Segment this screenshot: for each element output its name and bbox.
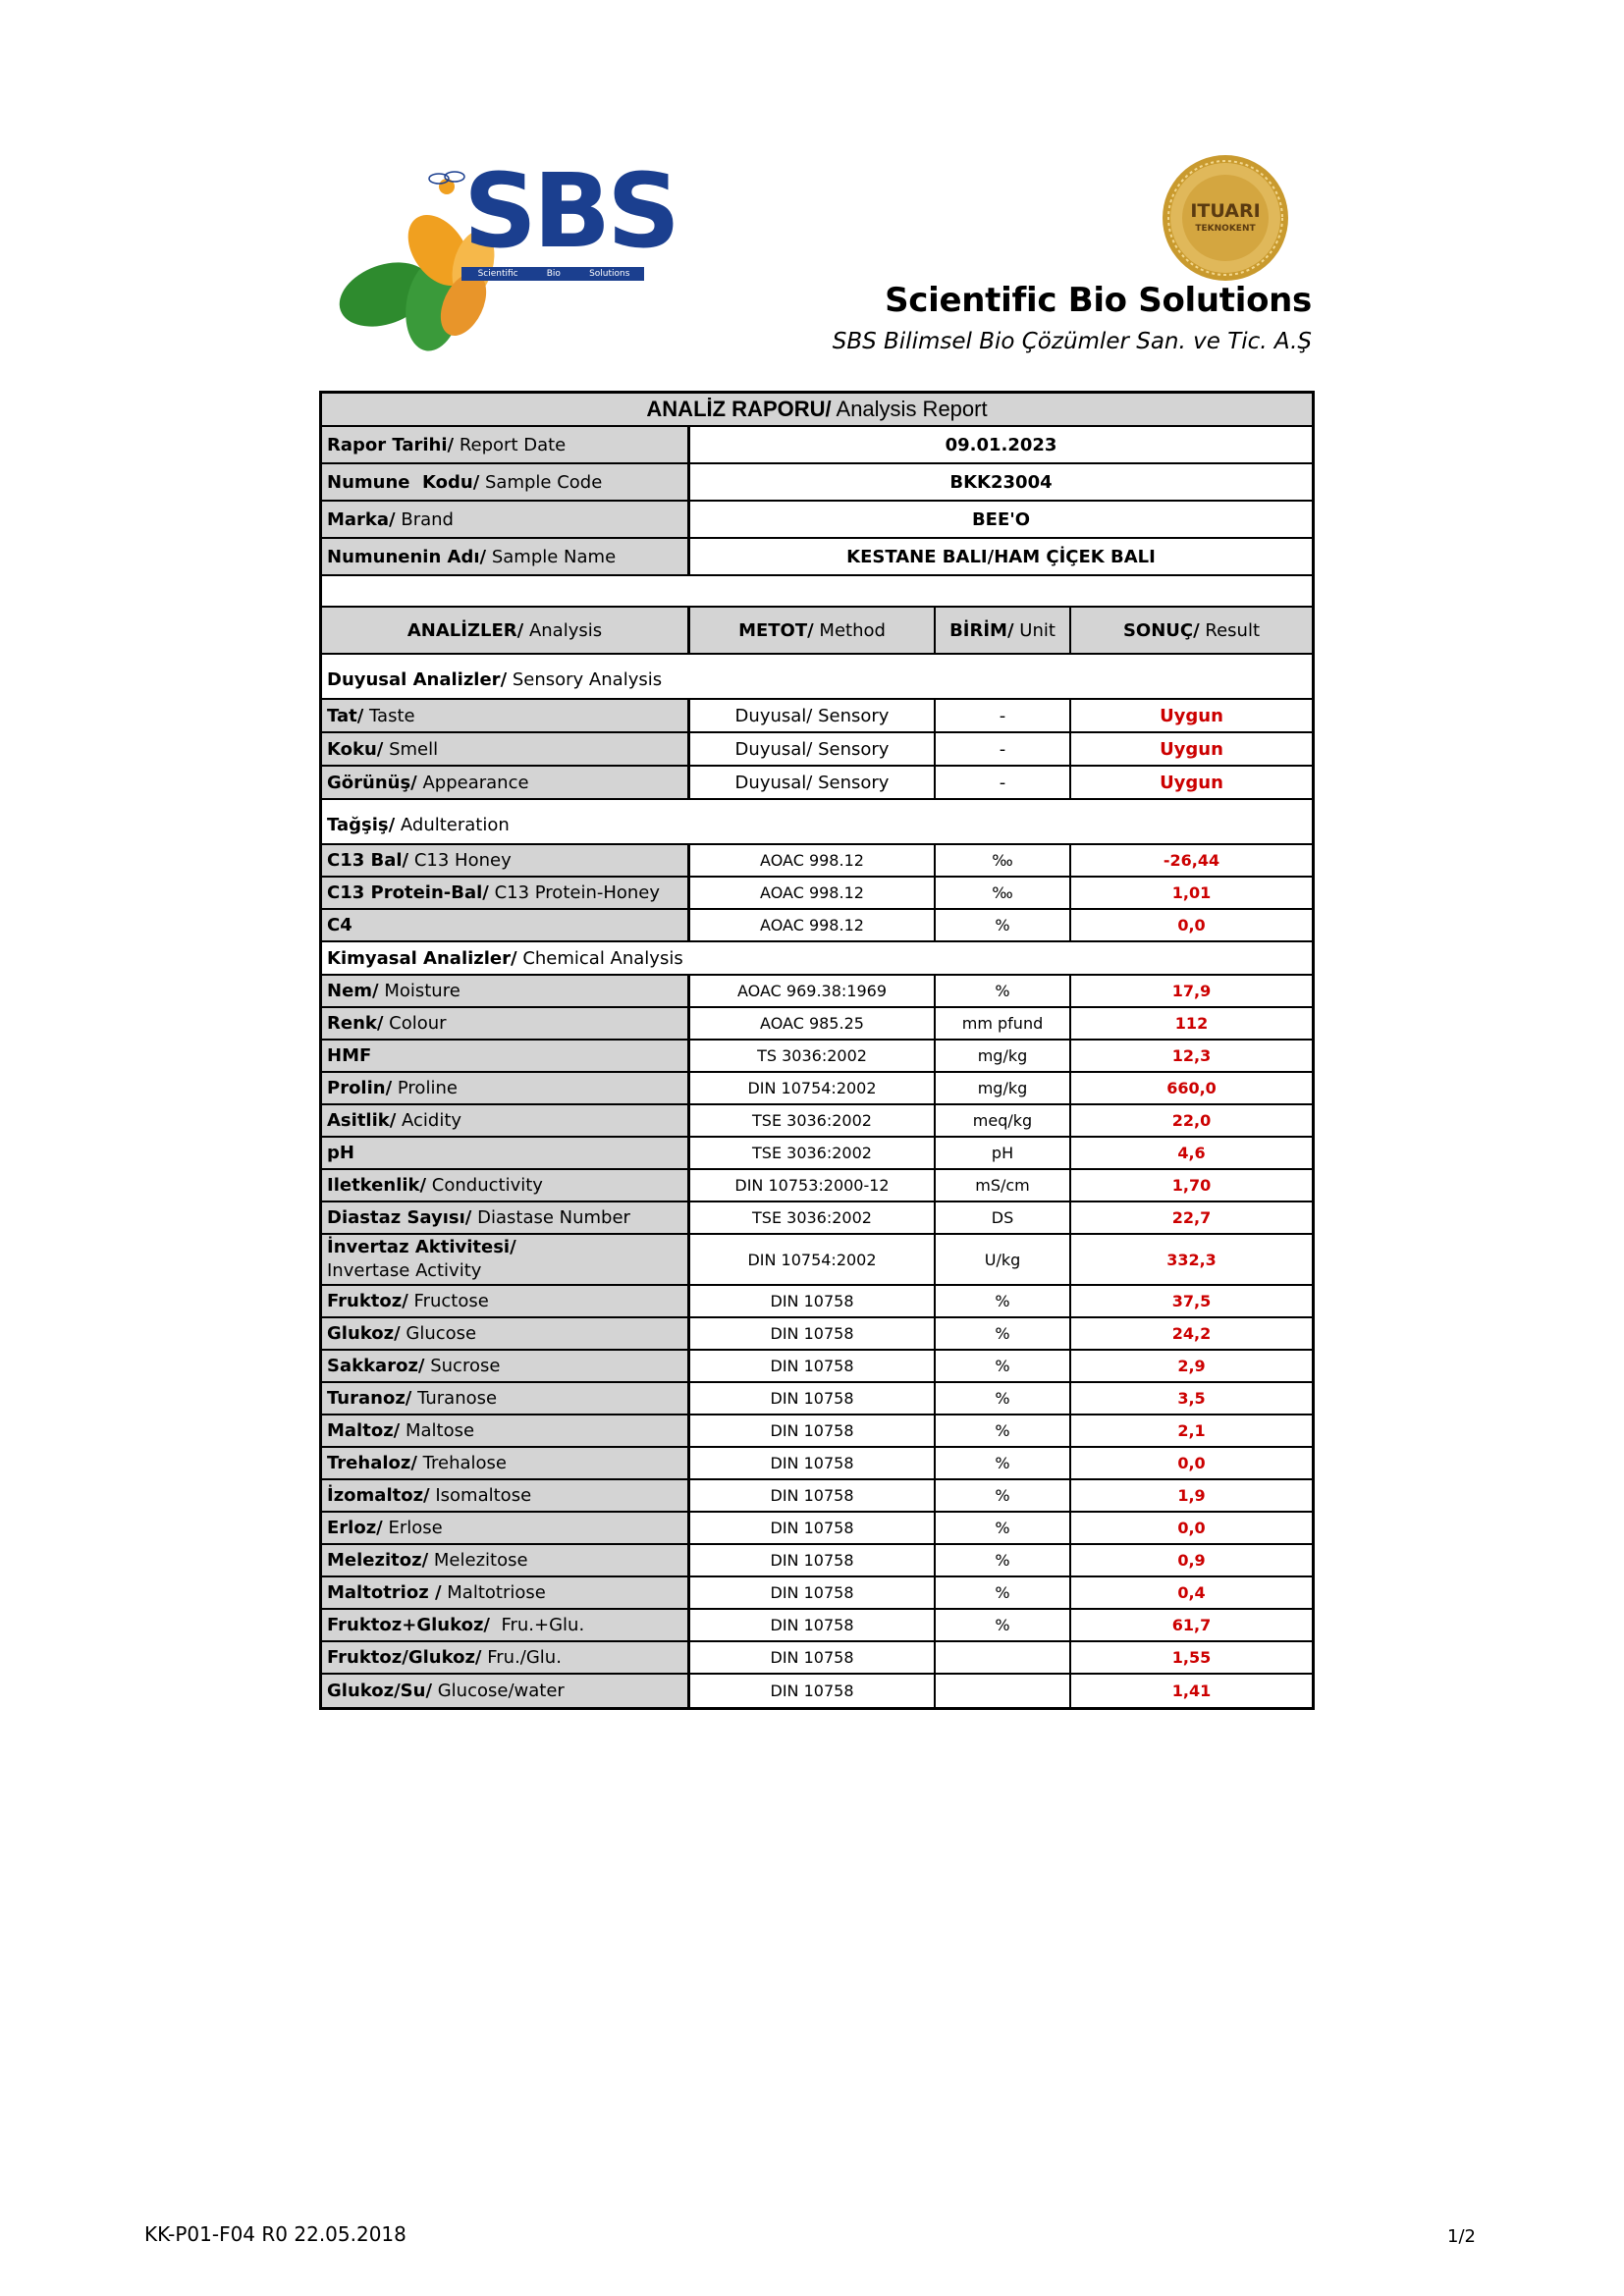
- method-cell: DIN 10758: [690, 1318, 936, 1349]
- unit-cell: mg/kg: [936, 1073, 1071, 1103]
- info-value: KESTANE BALI/HAM ÇİÇEK BALI: [846, 546, 1156, 567]
- sensory-row: [322, 700, 1312, 733]
- section-title-bold: Tağşiş/: [327, 815, 396, 835]
- info-label-bold: Rapor Tarihi/: [327, 434, 455, 455]
- unit-cell: %: [936, 976, 1071, 1006]
- info-row-sample-code: [322, 464, 1312, 502]
- report-title: [322, 394, 1312, 427]
- method-cell: DIN 10758: [690, 1513, 936, 1543]
- result-cell: 61,7: [1171, 1616, 1212, 1634]
- logo-tagline-word: Bio: [546, 269, 561, 279]
- unit-cell: -: [936, 700, 1071, 731]
- chemical-row: [322, 1105, 1312, 1138]
- info-row-sample-name: [322, 539, 1312, 576]
- method-cell: AOAC 998.12: [690, 910, 936, 940]
- sbs-logo: [316, 151, 677, 353]
- analysis-name-normal: Proline: [392, 1078, 458, 1098]
- seal-text-sub: TEKNOKENT: [1195, 224, 1256, 234]
- section-adulteration: [322, 800, 1312, 845]
- analysis-name-cell: [322, 1545, 690, 1575]
- analysis-name-cell: [322, 1610, 690, 1640]
- method-cell: DIN 10758: [690, 1610, 936, 1640]
- result-cell: 17,9: [1171, 982, 1212, 1000]
- analysis-name-bold: Turanoz/: [327, 1388, 412, 1409]
- chemical-row: [322, 1610, 1312, 1642]
- analysis-name-cell: [322, 1073, 690, 1103]
- sensory-row: [322, 733, 1312, 767]
- analysis-name-bold: Renk/: [327, 1013, 384, 1034]
- chemical-row: [322, 1675, 1312, 1707]
- result-cell: 0,0: [1177, 916, 1206, 934]
- column-header-analysis: [322, 608, 690, 653]
- chemical-row: [322, 1235, 1312, 1286]
- column-header-bold: SONUÇ/: [1122, 619, 1200, 641]
- company-subtitle: SBS Bilimsel Bio Çözümler San. ve Tic. A.Ş: [832, 329, 1312, 354]
- method-cell: DIN 10758: [690, 1480, 936, 1511]
- section-sensory: [322, 655, 1312, 700]
- analysis-name-bold: Maltotrioz /: [327, 1582, 442, 1603]
- logo-tagline: [463, 268, 644, 280]
- column-header-normal: Result: [1199, 619, 1261, 641]
- unit-cell: %: [936, 1577, 1071, 1608]
- method-cell: Duyusal/ Sensory: [690, 700, 936, 731]
- analysis-name-normal: Colour: [383, 1013, 447, 1034]
- method-cell: TSE 3036:2002: [690, 1138, 936, 1168]
- unit-cell: U/kg: [936, 1235, 1071, 1284]
- chemical-row: [322, 1073, 1312, 1105]
- method-cell: Duyusal/ Sensory: [690, 733, 936, 765]
- chemical-row: [322, 1448, 1312, 1480]
- method-cell: DIN 10758: [690, 1415, 936, 1446]
- method-cell: AOAC 998.12: [690, 845, 936, 876]
- analysis-name-bold: Diastaz Sayısı/: [327, 1207, 472, 1228]
- chemical-row: [322, 1545, 1312, 1577]
- analysis-name-cell: [322, 1383, 690, 1414]
- chemical-row: [322, 1202, 1312, 1235]
- result-cell: 1,01: [1171, 883, 1212, 902]
- analysis-name-bold: HMF: [327, 1045, 372, 1066]
- analysis-name-normal: Acidity: [396, 1110, 462, 1131]
- analysis-name-bold: pH: [327, 1143, 354, 1163]
- analysis-name-bold: Tat/: [327, 705, 364, 726]
- spacer-row: [322, 576, 1312, 608]
- analysis-name-bold: Fruktoz/Glukoz/: [327, 1647, 482, 1668]
- section-title-normal: Chemical Analysis: [516, 947, 683, 969]
- unit-cell: pH: [936, 1138, 1071, 1168]
- info-label-bold: Numune Kodu/: [327, 471, 480, 493]
- unit-cell: %: [936, 1513, 1071, 1543]
- analysis-name-normal: Fructose: [407, 1291, 489, 1311]
- method-cell: DIN 10758: [690, 1642, 936, 1673]
- unit-cell: %: [936, 1610, 1071, 1640]
- analysis-name-normal: C13 Protein-Honey: [488, 882, 661, 903]
- info-label-normal: Report Date: [454, 434, 567, 455]
- analysis-name-cell: [322, 733, 690, 765]
- analysis-name-normal: Glucose/water: [432, 1681, 565, 1701]
- info-row-report-date: [322, 427, 1312, 464]
- analysis-name-bold: Görünüş/: [327, 772, 417, 793]
- analysis-name-bold: Prolin/: [327, 1078, 393, 1098]
- analysis-name-normal: Trehalose: [416, 1453, 507, 1473]
- unit-cell: %: [936, 1318, 1071, 1349]
- analysis-name-cell: [322, 767, 690, 798]
- analysis-name-cell: [322, 1351, 690, 1381]
- analysis-name-bold: Trehaloz/: [327, 1453, 417, 1473]
- unit-cell: -: [936, 767, 1071, 798]
- analysis-name-normal: Melezitose: [428, 1550, 528, 1571]
- ituari-teknokent-seal: [1159, 151, 1292, 285]
- info-label-normal: Sample Name: [486, 546, 617, 567]
- info-value: BEE'O: [971, 508, 1031, 530]
- analysis-name-cell: [322, 1675, 690, 1707]
- analysis-name-normal: Fru.+Glu.: [490, 1615, 585, 1635]
- analysis-name-cell: [322, 1448, 690, 1478]
- analysis-name-cell: [322, 1480, 690, 1511]
- column-header-normal: Unit: [1013, 619, 1056, 641]
- chemical-row: [322, 1170, 1312, 1202]
- analysis-name-bold: Glukoz/: [327, 1323, 401, 1344]
- analysis-name-bold: C4: [327, 915, 352, 935]
- section-title: [322, 942, 1312, 974]
- analysis-name-cell: [322, 1642, 690, 1673]
- chemical-row: [322, 1513, 1312, 1545]
- analysis-name-normal: Diastase Number: [471, 1207, 630, 1228]
- company-name: Scientific Bio Solutions: [885, 281, 1312, 320]
- analysis-name-cell: [322, 1008, 690, 1039]
- unit-cell: ‰: [936, 845, 1071, 876]
- info-label-normal: Sample Code: [479, 471, 603, 493]
- result-cell: -26,44: [1163, 851, 1220, 870]
- chemical-row: [322, 976, 1312, 1008]
- unit-cell: -: [936, 733, 1071, 765]
- analysis-name-cell: [322, 1138, 690, 1168]
- unit-cell: mS/cm: [936, 1170, 1071, 1201]
- analysis-name-cell: [322, 1202, 690, 1233]
- analysis-name-normal: Turanose: [411, 1388, 498, 1409]
- chemical-row: [322, 1286, 1312, 1318]
- info-row-brand: [322, 502, 1312, 539]
- result-cell: 1,41: [1171, 1682, 1212, 1700]
- chemical-row: [322, 1138, 1312, 1170]
- analysis-name-bold: Nem/: [327, 981, 379, 1001]
- result-cell: 0,4: [1177, 1583, 1206, 1602]
- result-cell: 12,3: [1171, 1046, 1212, 1065]
- info-value: BKK23004: [949, 471, 1053, 493]
- unit-cell: %: [936, 1415, 1071, 1446]
- method-cell: DIN 10758: [690, 1286, 936, 1316]
- info-label-bold: Numunenin Adı/: [327, 546, 487, 567]
- result-cell: 3,5: [1177, 1389, 1206, 1408]
- analysis-name-normal: Moisture: [378, 981, 460, 1001]
- analysis-report-table: [319, 391, 1315, 1710]
- method-cell: DIN 10758: [690, 1545, 936, 1575]
- analysis-name-normal: Conductivity: [426, 1175, 543, 1196]
- section-title-bold: Duyusal Analizler/: [327, 669, 508, 690]
- column-header-bold: ANALİZLER/: [406, 619, 524, 641]
- analysis-name-bold: Maltoz/: [327, 1420, 401, 1441]
- analysis-name-bold: Melezitoz/: [327, 1550, 429, 1571]
- analysis-name-normal: Isomaltose: [429, 1485, 532, 1506]
- unit-cell: %: [936, 1351, 1071, 1381]
- section-title-bold: Kimyasal Analizler/: [327, 947, 517, 969]
- unit-cell: %: [936, 1480, 1071, 1511]
- method-cell: TSE 3036:2002: [690, 1105, 936, 1136]
- method-cell: DIN 10758: [690, 1675, 936, 1707]
- analysis-name-cell: [322, 878, 690, 908]
- column-header-row: [322, 608, 1312, 655]
- seal-text-main: ITUARI: [1190, 200, 1261, 222]
- analysis-name-cell: [322, 1170, 690, 1201]
- method-cell: AOAC 969.38:1969: [690, 976, 936, 1006]
- info-label-normal: Brand: [395, 508, 454, 530]
- unit-cell: %: [936, 1286, 1071, 1316]
- result-cell: 0,0: [1177, 1519, 1206, 1537]
- result-cell: 0,0: [1177, 1454, 1206, 1472]
- unit-cell: %: [936, 1448, 1071, 1478]
- unit-cell: %: [936, 910, 1071, 940]
- method-cell: DIN 10754:2002: [690, 1235, 936, 1284]
- info-label: [322, 464, 690, 500]
- analysis-name-cell: [322, 1577, 690, 1608]
- chemical-row: [322, 1577, 1312, 1610]
- analysis-name-bold: Iletkenlik/: [327, 1175, 427, 1196]
- analysis-name-bold: Asitlik/: [327, 1110, 397, 1131]
- analysis-name-cell: [322, 976, 690, 1006]
- chemical-row: [322, 1318, 1312, 1351]
- result-cell: Uygun: [1160, 705, 1223, 726]
- info-label: [322, 539, 690, 574]
- analysis-name-cell: [322, 1286, 690, 1316]
- result-cell: 22,7: [1171, 1208, 1212, 1227]
- chemical-row: [322, 1008, 1312, 1041]
- analysis-name-bold: Koku/: [327, 738, 384, 760]
- analysis-name-normal: Taste: [363, 705, 415, 726]
- info-label: [322, 427, 690, 462]
- info-label: [322, 502, 690, 537]
- analysis-name-normal: Maltose: [400, 1420, 475, 1441]
- method-cell: DIN 10758: [690, 1351, 936, 1381]
- analysis-name-cell: [322, 1415, 690, 1446]
- result-cell: 2,9: [1177, 1357, 1206, 1375]
- logo-tagline-word: Scientific: [477, 269, 518, 279]
- analysis-name-normal: Erlose: [382, 1518, 443, 1538]
- document-code: KK-P01-F04 R0 22.05.2018: [144, 2222, 406, 2246]
- analysis-name-cell: [322, 910, 690, 940]
- analysis-name-normal: Appearance: [416, 772, 529, 793]
- method-cell: AOAC 985.25: [690, 1008, 936, 1039]
- logo-wordmark: SBS: [463, 151, 677, 271]
- result-cell: 4,6: [1177, 1144, 1206, 1162]
- info-label-bold: Marka/: [327, 508, 396, 530]
- column-header-bold: BİRİM/: [949, 619, 1014, 641]
- chemical-row: [322, 1041, 1312, 1073]
- unit-cell: DS: [936, 1202, 1071, 1233]
- chemical-row: [322, 1351, 1312, 1383]
- adulteration-row: [322, 878, 1312, 910]
- analysis-name-normal: Glucose: [400, 1323, 477, 1344]
- column-header-bold: METOT/: [738, 619, 814, 641]
- analysis-name-cell: [322, 1105, 690, 1136]
- result-cell: 22,0: [1171, 1111, 1212, 1130]
- result-cell: 1,9: [1177, 1486, 1206, 1505]
- result-cell: Uygun: [1160, 738, 1223, 760]
- analysis-name-normal: Invertase Activity: [327, 1260, 482, 1281]
- analysis-name-normal: Fru./Glu.: [481, 1647, 562, 1668]
- method-cell: DIN 10758: [690, 1448, 936, 1478]
- section-title-normal: Adulteration: [395, 815, 510, 835]
- section-title: [322, 655, 1312, 698]
- unit-cell: meq/kg: [936, 1105, 1071, 1136]
- result-cell: 1,55: [1171, 1648, 1212, 1667]
- logo-tagline-word: Solutions: [589, 269, 630, 279]
- method-cell: DIN 10758: [690, 1577, 936, 1608]
- analysis-name-bold: C13 Protein-Bal/: [327, 882, 489, 903]
- column-header-result: [1071, 608, 1312, 653]
- unit-cell: %: [936, 1545, 1071, 1575]
- unit-cell: mg/kg: [936, 1041, 1071, 1071]
- result-cell: 37,5: [1171, 1292, 1212, 1310]
- chemical-row: [322, 1642, 1312, 1675]
- chemical-row: [322, 1480, 1312, 1513]
- analysis-name-cell: [322, 1235, 690, 1284]
- column-header-normal: Method: [813, 619, 886, 641]
- result-cell: 0,9: [1177, 1551, 1206, 1570]
- analysis-name-cell: [322, 1513, 690, 1543]
- unit-cell: [936, 1642, 1071, 1673]
- unit-cell: ‰: [936, 878, 1071, 908]
- analysis-name-normal: Maltotriose: [441, 1582, 546, 1603]
- analysis-name-cell: [322, 700, 690, 731]
- analysis-name-cell: [322, 1041, 690, 1071]
- column-header-normal: Analysis: [523, 619, 603, 641]
- report-title-normal: Analysis Report: [831, 397, 988, 421]
- method-cell: DIN 10754:2002: [690, 1073, 936, 1103]
- result-cell: 1,70: [1171, 1176, 1212, 1195]
- unit-cell: [936, 1675, 1071, 1707]
- result-cell: 24,2: [1171, 1324, 1212, 1343]
- adulteration-row: [322, 845, 1312, 878]
- section-title-normal: Sensory Analysis: [507, 669, 663, 690]
- column-header-unit: [936, 608, 1071, 653]
- method-cell: DIN 10753:2000-12: [690, 1170, 936, 1201]
- analysis-name-bold: C13 Bal/: [327, 850, 409, 871]
- analysis-name-normal: Smell: [383, 738, 439, 760]
- chemical-row: [322, 1415, 1312, 1448]
- result-cell: 332,3: [1166, 1250, 1217, 1269]
- analysis-name-bold: İnvertaz Aktivitesi/: [327, 1237, 516, 1257]
- analysis-name-cell: [322, 1318, 690, 1349]
- analysis-name-cell: [322, 845, 690, 876]
- analysis-name-bold: Sakkaroz/: [327, 1356, 425, 1376]
- analysis-name-normal: C13 Honey: [408, 850, 512, 871]
- analysis-name-bold: İzomaltoz/: [327, 1485, 430, 1506]
- page-number: 1/2: [1447, 2226, 1476, 2247]
- method-cell: AOAC 998.12: [690, 878, 936, 908]
- method-cell: TS 3036:2002: [690, 1041, 936, 1071]
- section-title: [322, 800, 1312, 843]
- adulteration-row: [322, 910, 1312, 942]
- info-value: 09.01.2023: [945, 434, 1057, 455]
- analysis-name-bold: Erloz/: [327, 1518, 383, 1538]
- analysis-name-bold: Fruktoz+Glukoz/: [327, 1615, 490, 1635]
- result-cell: 2,1: [1177, 1421, 1206, 1440]
- result-cell: Uygun: [1160, 772, 1223, 793]
- analysis-name-bold: Fruktoz/: [327, 1291, 408, 1311]
- method-cell: Duyusal/ Sensory: [690, 767, 936, 798]
- result-cell: 112: [1174, 1014, 1209, 1033]
- report-title-bold: ANALİZ RAPORU/: [646, 397, 832, 421]
- column-header-method: [690, 608, 936, 653]
- unit-cell: mm pfund: [936, 1008, 1071, 1039]
- sensory-row: [322, 767, 1312, 800]
- analysis-name-normal: Sucrose: [424, 1356, 501, 1376]
- method-cell: DIN 10758: [690, 1383, 936, 1414]
- analysis-name-bold: Glukoz/Su/: [327, 1681, 433, 1701]
- result-cell: 660,0: [1166, 1079, 1217, 1097]
- section-chemical: [322, 942, 1312, 976]
- unit-cell: %: [936, 1383, 1071, 1414]
- chemical-row: [322, 1383, 1312, 1415]
- method-cell: TSE 3036:2002: [690, 1202, 936, 1233]
